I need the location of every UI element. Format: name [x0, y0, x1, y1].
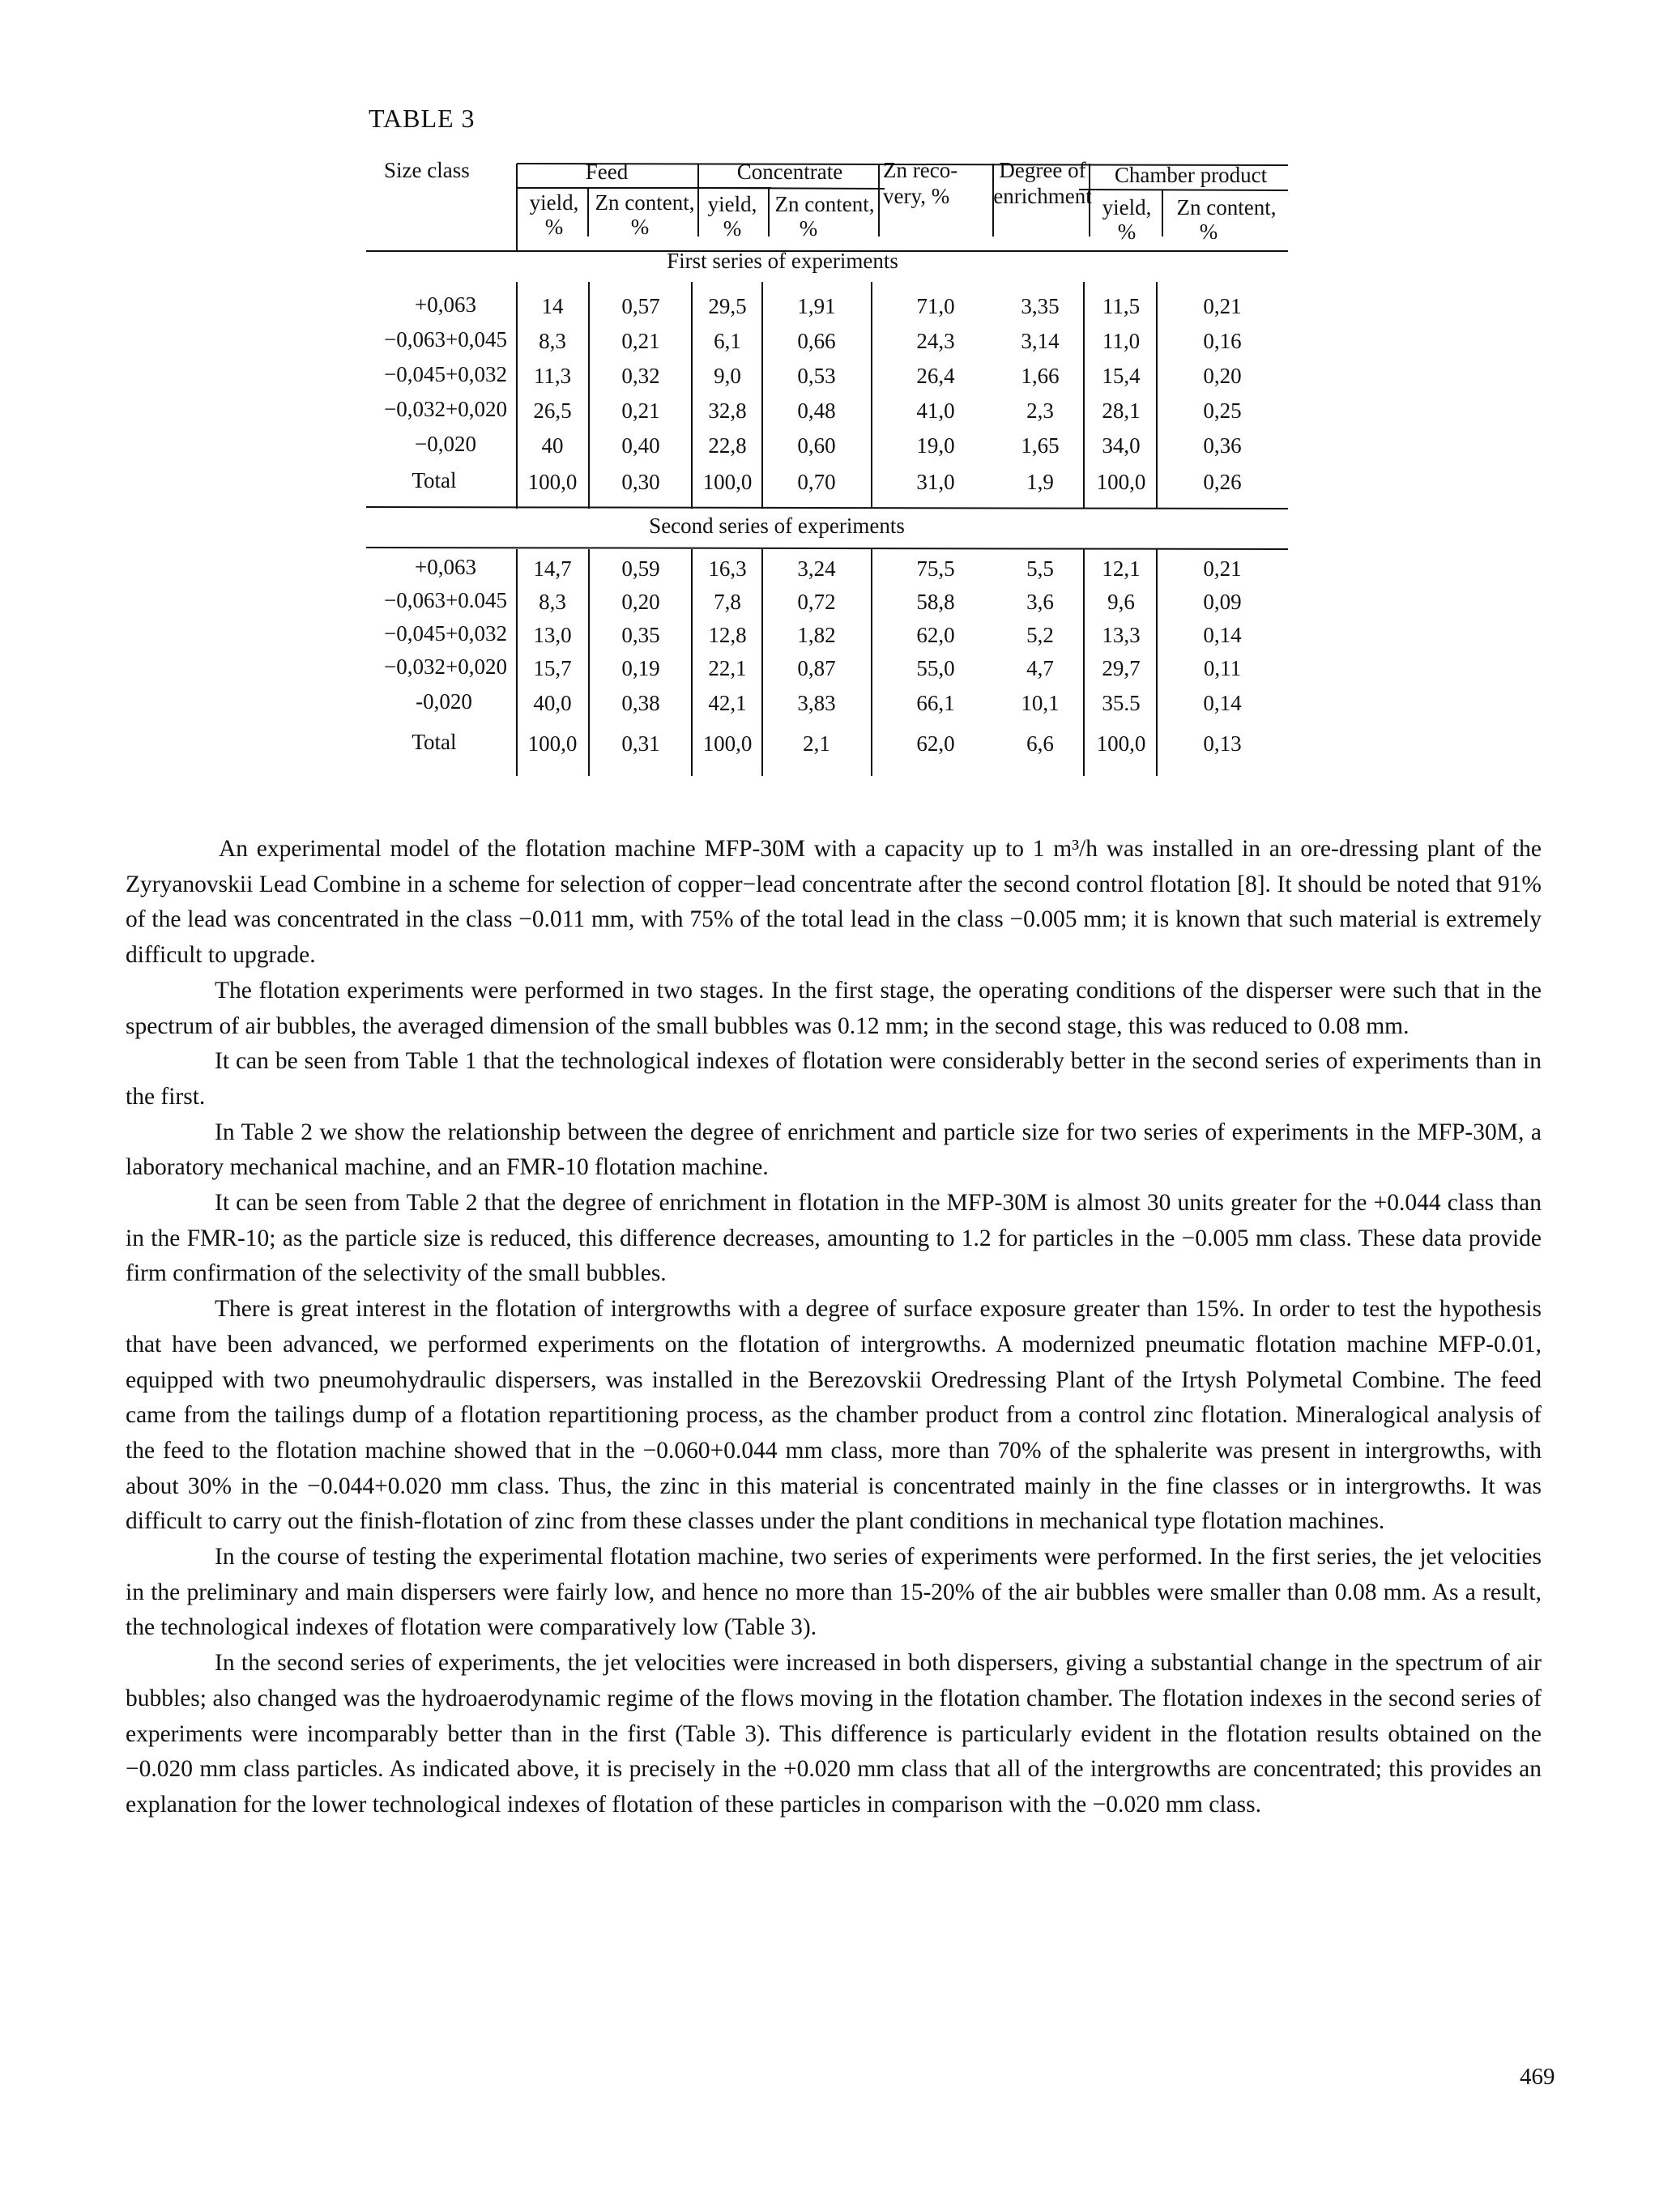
header-feed-zn: Zn content, [595, 190, 695, 215]
header-size-class: Size class [384, 158, 470, 182]
paragraph: The flotation experiments were performed in two stages. In the first stage, the operating conditions of the disperser were such that in the spectrum of air bubbles, the averaged dimension of the small bubbles was 0.12 mm; in the second stage, this was reduced to 0.08 mm. [126, 977, 1542, 1039]
cell: 0,21 [621, 329, 660, 353]
cell: 1,66 [1021, 364, 1060, 388]
cell: 62,0 [916, 623, 955, 647]
series-2-title: Second series of experiments [649, 514, 905, 538]
cell: 8,3 [539, 590, 566, 614]
cell: 13,0 [533, 623, 572, 647]
cell: 7,8 [714, 590, 741, 614]
cell: 0,21 [621, 399, 660, 423]
cell: 0,11 [1203, 656, 1242, 680]
cell: 0,72 [797, 590, 836, 614]
header-zn-recovery-1: Zn reco- [883, 158, 958, 182]
header-feed-zn-unit: % [630, 215, 650, 239]
cell: 5,5 [1026, 556, 1054, 581]
cell: 12,8 [708, 623, 747, 647]
cell: 22,1 [708, 656, 747, 680]
cell: 42,1 [708, 691, 747, 715]
header-ch-yield: yield, [1102, 195, 1152, 219]
cell: 6,6 [1026, 731, 1054, 756]
cell-size-class: -0,020 [416, 689, 472, 714]
header-conc-yield-unit: % [723, 216, 742, 241]
cell-size-class: −0,045+0,032 [384, 621, 507, 646]
header-ch-zn-unit: % [1199, 219, 1218, 244]
cell: 1,65 [1021, 433, 1060, 458]
cell: 15,7 [533, 656, 572, 680]
cell: 34,0 [1102, 433, 1141, 458]
header-degree-2: enrichment [993, 184, 1092, 208]
cell: 11,0 [1102, 329, 1141, 353]
cell: 58,8 [916, 590, 955, 614]
header-ch-zn: Zn content, [1176, 195, 1277, 219]
cell: 0,32 [621, 364, 660, 388]
cell: 0,19 [621, 656, 660, 680]
cell: 3,14 [1021, 329, 1060, 353]
header-feed-yield: yield, [529, 190, 579, 215]
cell: 0,48 [797, 399, 836, 423]
cell-size-class: +0,063 [415, 292, 476, 317]
cell: 6,1 [714, 329, 741, 353]
cell: 8,3 [539, 329, 566, 353]
cell: 0,20 [621, 590, 660, 614]
cell: 0,21 [1203, 294, 1242, 318]
cell: 3,24 [797, 556, 836, 581]
cell: 100,0 [702, 470, 753, 494]
cell: 1,82 [797, 623, 836, 647]
cell: 66,1 [916, 691, 955, 715]
cell: 0,40 [621, 433, 660, 458]
cell-size-class: Total [412, 468, 457, 492]
cell: 26,4 [916, 364, 955, 388]
cell: 15,4 [1102, 364, 1141, 388]
cell-size-class: +0,063 [415, 555, 476, 579]
cell: 5,2 [1026, 623, 1054, 647]
cell: 0,14 [1203, 691, 1242, 715]
series-1-title: First series of experiments [667, 249, 898, 273]
data-table [366, 152, 1290, 776]
cell: 0,36 [1203, 433, 1242, 458]
cell: 4,7 [1026, 656, 1054, 680]
cell: 41,0 [916, 399, 955, 423]
cell: 0,30 [621, 470, 660, 494]
header-concentrate: Concentrate [736, 160, 843, 184]
cell: 1,91 [797, 294, 836, 318]
cell: 1,9 [1026, 470, 1054, 494]
cell: 0,26 [1203, 470, 1242, 494]
cell: 0,59 [621, 556, 660, 581]
cell: 100,0 [527, 470, 578, 494]
cell: 40 [541, 433, 564, 458]
cell-size-class: −0,032+0,020 [384, 654, 507, 679]
paragraph: In the course of testing the experimental flotation machine, two series of experiments were performed. In the first series, the jet velocities in the preliminary and main dispersers were fairly low, and hence no more than 15-20% of the air bubbles were smaller than 0.08 mm. As a result, the technological indexes of flotation were comparatively low (Table 3). [126, 1544, 1542, 1641]
cell: 2,1 [803, 731, 830, 756]
header-chamber-product: Chamber product [1114, 163, 1268, 187]
cell: 75,5 [916, 556, 955, 581]
header-conc-zn-unit: % [799, 216, 818, 241]
cell: 0,25 [1203, 399, 1242, 423]
cell: 0,09 [1203, 590, 1242, 614]
cell: 9,0 [714, 364, 741, 388]
cell-size-class: −0,063+0.045 [384, 588, 507, 612]
cell: 14,7 [533, 556, 572, 581]
paragraph: In Table 2 we show the relationship between the degree of enrichment and particle size for two series of experiments in the MFP-30M, a laboratory mechanical machine, and an FMR-10 flotation machine. [126, 1119, 1542, 1181]
cell: 29,5 [708, 294, 747, 318]
body-text [126, 832, 1542, 1823]
cell-size-class: −0,063+0,045 [384, 327, 507, 352]
header-conc-zn: Zn content, [774, 192, 875, 216]
cell: 0,60 [797, 433, 836, 458]
cell: 0,87 [797, 656, 836, 680]
cell: 3,6 [1026, 590, 1054, 614]
cell: 28,1 [1102, 399, 1141, 423]
header-conc-yield: yield, [707, 192, 757, 216]
cell: 11,3 [533, 364, 572, 388]
cell: 13,3 [1102, 623, 1141, 647]
cell: 31,0 [916, 470, 955, 494]
cell: 0,14 [1203, 623, 1242, 647]
cell: 100,0 [702, 731, 753, 756]
cell: 0,57 [621, 294, 660, 318]
cell: 32,8 [708, 399, 747, 423]
cell-size-class: −0,045+0,032 [384, 362, 507, 386]
cell-size-class: −0,032+0,020 [384, 397, 507, 421]
cell: 19,0 [916, 433, 955, 458]
cell: 29,7 [1102, 656, 1141, 680]
cell: 100,0 [1096, 470, 1146, 494]
cell: 35.5 [1102, 691, 1141, 715]
cell-size-class: Total [412, 730, 457, 754]
cell: 26,5 [533, 399, 572, 423]
cell: 0,66 [797, 329, 836, 353]
cell: 10,1 [1021, 691, 1060, 715]
cell: 0,16 [1203, 329, 1242, 353]
paragraph: It can be seen from Table 1 that the technological indexes of flotation were considerably better in the second series of experiments than in the first. [126, 1048, 1542, 1110]
paragraph: There is great interest in the flotation of intergrowths with a degree of surface exposure greater than 15%. In order to test the hypothesis that have been advanced, we performed experiments on the flotation of intergrowths. A modernized pneumatic flotation machine MFP-0.01, equipped with two pneumohydraulic dispersers, was installed in the Berezovskii Oredressing Plant of the Irtysh Polymetal Combine. The feed came from the tailings dump of a flotation repartitioning process, as the chamber product from a control zinc flotation. Mineralogical analysis of the feed to the flotation machine showed that in the −0.060+0.044 mm class, more than 70% of the sphalerite was present in intergrowths, with about 30% in the −0.044+0.020 mm class. Thus, the zinc in this material is concentrated mainly in the fine classes or in intergrowths. It was difficult to carry out the finish-flotation of zinc from these classes under the plant conditions in mechanical type flotation machines. [126, 1296, 1542, 1535]
cell: 0,31 [621, 731, 660, 756]
table-caption: TABLE 3 [369, 104, 476, 133]
cell: 0,13 [1203, 731, 1242, 756]
cell: 0,53 [797, 364, 836, 388]
cell: 100,0 [1096, 731, 1146, 756]
cell: 14 [541, 294, 564, 318]
header-feed-yield-unit: % [544, 215, 564, 239]
table-rules [366, 152, 1290, 776]
header-zn-recovery-2: very, % [883, 184, 950, 208]
cell: 100,0 [527, 731, 578, 756]
cell: 0,20 [1203, 364, 1242, 388]
cell: 24,3 [916, 329, 955, 353]
cell: 2,3 [1026, 399, 1054, 423]
page-number: 469 [1520, 2064, 1555, 2090]
header-feed: Feed [585, 160, 629, 184]
cell: 3,83 [797, 691, 836, 715]
cell: 0,35 [621, 623, 660, 647]
cell: 0,70 [797, 470, 836, 494]
cell: 0,21 [1203, 556, 1242, 581]
paragraph: In the second series of experiments, the jet velocities were increased in both dispersers, giving a substantial change in the spectrum of air bubbles; also changed was the hydroaerodynamic regime of the flows moving in the flotation chamber. The flotation indexes in the second series of experiments were incomparably better than in the first (Table 3). This difference is particularly evident in the flotation results obtained on the −0.020 mm class particles. As indicated above, it is precisely in the +0.020 mm class that all of the intergrowths are concentrated; this provides an explanation for the lower technological indexes of flotation of these particles in comparison with the −0.020 mm class. [126, 1650, 1542, 1818]
paragraph: An experimental model of the flotation machine MFP-30M with a capacity up to 1 m³/h was installed in an ore-dressing plant of the Zyryanovskii Lead Combine in a scheme for selection of copper−lead concentrate after the second control flotation [8]. It should be noted that 91% of the lead was concentrated in the class −0.011 mm, with 75% of the total lead in the class −0.005 mm; it is known that such material is extremely difficult to upgrade. [126, 836, 1542, 969]
cell: 22,8 [708, 433, 747, 458]
cell: 0,38 [621, 691, 660, 715]
cell: 9,6 [1107, 590, 1135, 614]
cell-size-class: −0,020 [415, 432, 476, 456]
cell: 11,5 [1102, 294, 1141, 318]
cell: 40,0 [533, 691, 572, 715]
cell: 3,35 [1021, 294, 1060, 318]
cell: 12,1 [1102, 556, 1141, 581]
cell: 62,0 [916, 731, 955, 756]
header-degree-1: Degree of [999, 158, 1086, 182]
paragraph: It can be seen from Table 2 that the degree of enrichment in flotation in the MFP-30M is almost 30 units greater for the +0.044 class than in the FMR-10; as the particle size is reduced, this difference decreases, amounting to 1.2 for particles in the −0.005 mm class. These data provide firm confirmation of the selectivity of the small bubbles. [126, 1190, 1542, 1287]
cell: 55,0 [916, 656, 955, 680]
cell: 71,0 [916, 294, 955, 318]
header-ch-yield-unit: % [1117, 219, 1137, 244]
cell: 16,3 [708, 556, 747, 581]
